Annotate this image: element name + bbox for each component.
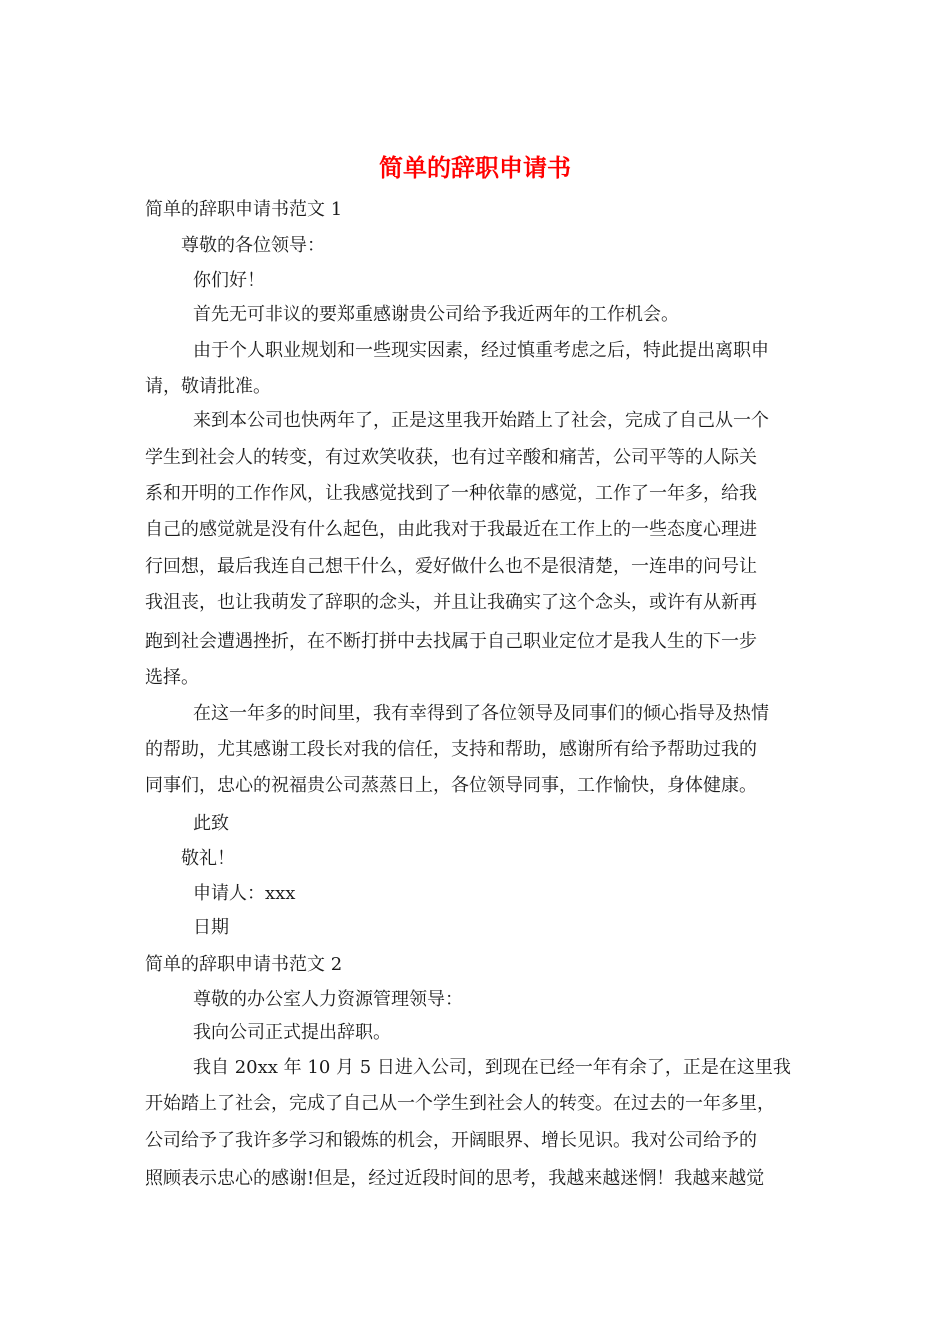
paragraph-line: 行回想，最后我连自己想干什么，爱好做什么也不是很清楚，一连串的问号让 <box>145 556 757 577</box>
closing-line: 敬礼！ <box>181 848 235 869</box>
paragraph-line: 同事们，忠心的祝福贵公司蒸蒸日上，各位领导同事，工作愉快，身体健康。 <box>145 775 757 796</box>
signature-applicant: 申请人：xxx <box>193 883 296 904</box>
paragraph-line: 首先无可非议的要郑重感谢贵公司给予我近两年的工作机会。 <box>193 304 679 325</box>
paragraph-line: 在这一年多的时间里，我有幸得到了各位领导及同事们的倾心指导及热情 <box>193 703 769 724</box>
section-heading-2: 简单的辞职申请书范文 2 <box>145 954 343 975</box>
signature-date: 日期 <box>193 917 229 938</box>
paragraph-line: 我向公司正式提出辞职。 <box>193 1022 391 1043</box>
paragraph-line: 系和开明的工作作风，让我感觉找到了一种依靠的感觉，工作了一年多，给我 <box>145 483 757 504</box>
paragraph-line: 跑到社会遭遇挫折，在不断打拼中去找属于自己职业定位才是我人生的下一步 <box>145 631 757 652</box>
paragraph-line: 请，敬请批准。 <box>145 376 271 397</box>
paragraph-line: 公司给予了我许多学习和锻炼的机会，开阔眼界、增长见识。我对公司给予的 <box>145 1130 757 1151</box>
paragraph-line: 我沮丧，也让我萌发了辞职的念头，并且让我确实了这个念头，或许有从新再 <box>145 592 757 613</box>
paragraph-line: 来到本公司也快两年了，正是这里我开始踏上了社会，完成了自己从一个 <box>193 410 769 431</box>
paragraph-line: 我自 20xx 年 10 月 5 日进入公司，到现在已经一年有余了，正是在这里我 <box>193 1057 791 1078</box>
salutation: 尊敬的各位领导： <box>181 235 325 256</box>
salutation: 尊敬的办公室人力资源管理领导： <box>193 989 463 1010</box>
closing-line: 此致 <box>193 813 229 834</box>
paragraph-line: 的帮助，尤其感谢工段长对我的信任，支持和帮助，感谢所有给予帮助过我的 <box>145 739 757 760</box>
paragraph-line: 照顾表示忠心的感谢!但是，经过近段时间的思考，我越来越迷惘！我越来越觉 <box>145 1168 765 1189</box>
paragraph-line: 选择。 <box>145 667 199 688</box>
section-heading-1: 简单的辞职申请书范文 1 <box>145 199 343 220</box>
paragraph-line: 自己的感觉就是没有什么起色，由此我对于我最近在工作上的一些态度心理进 <box>145 519 757 540</box>
document-title: 简单的辞职申请书 <box>379 153 571 182</box>
greeting: 你们好！ <box>193 270 265 291</box>
paragraph-line: 学生到社会人的转变，有过欢笑收获，也有过辛酸和痛苦，公司平等的人际关 <box>145 447 757 468</box>
paragraph-line: 由于个人职业规划和一些现实因素，经过慎重考虑之后，特此提出离职申 <box>193 340 769 361</box>
paragraph-line: 开始踏上了社会，完成了自己从一个学生到社会人的转变。在过去的一年多里， <box>145 1093 775 1114</box>
